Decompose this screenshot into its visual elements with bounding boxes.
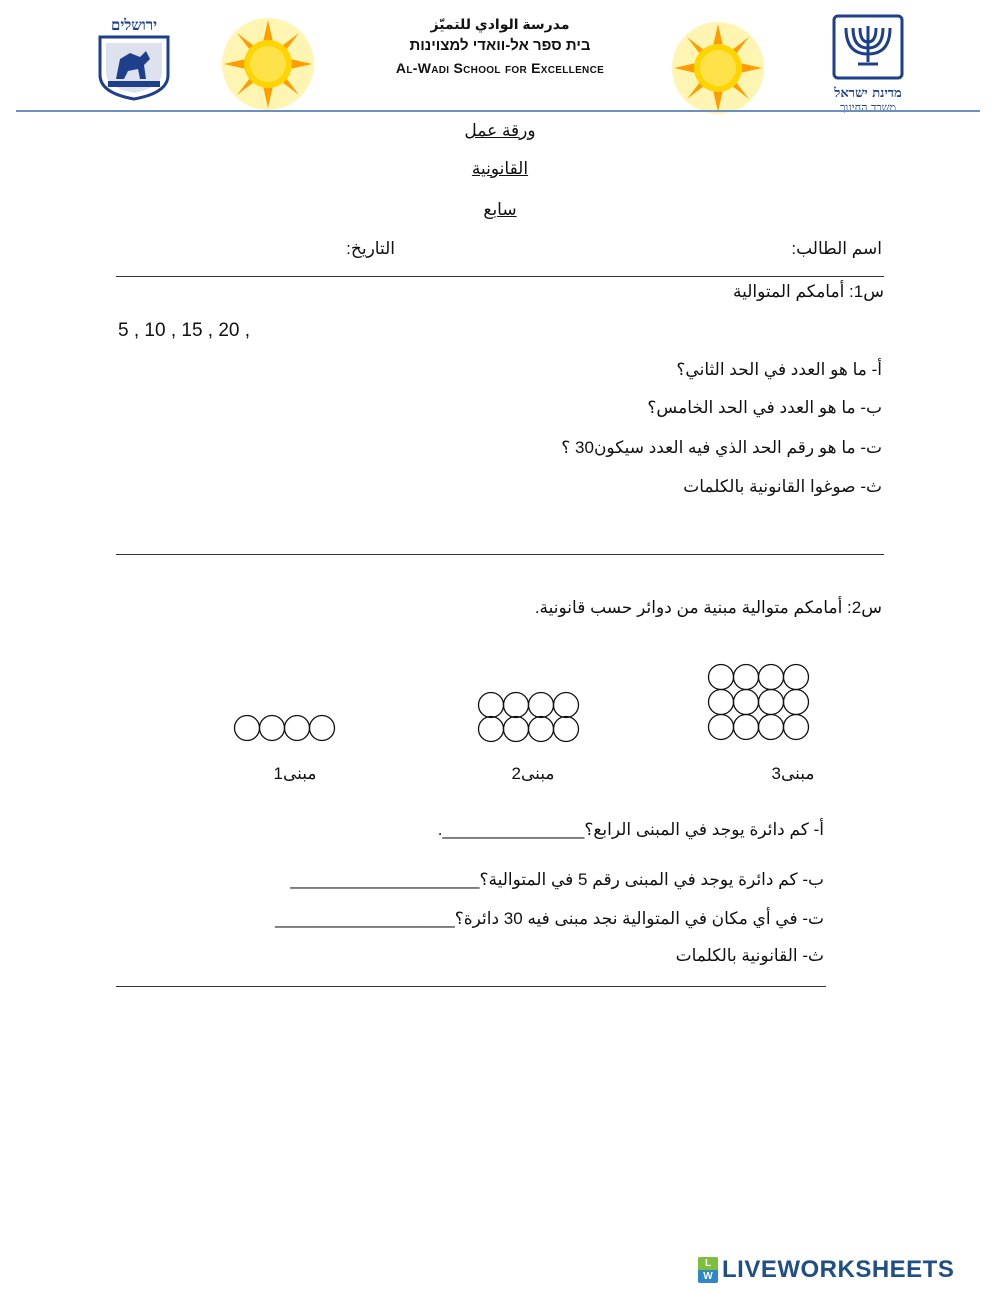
title-grade: سابع xyxy=(483,200,517,219)
q2-item-d: ث- القانونية بالكلمات xyxy=(675,946,824,965)
q2-item-a: أ- كم دائرة يوجد في المبنى الرابع؟_______________. xyxy=(437,820,824,839)
title-worksheet: ورقة عمل xyxy=(464,121,536,140)
title-topic: القانونية xyxy=(471,159,529,178)
q2-item-c: ت- في أي مكان في المتوالية نجد مبنى فيه 30 دائرة؟___________________ xyxy=(275,909,824,928)
q1-divider xyxy=(116,554,884,555)
q2-figure-2 xyxy=(474,688,584,748)
header-divider xyxy=(16,110,980,112)
student-name-label: اسم الطالب: xyxy=(791,239,882,258)
sun-right-icon xyxy=(670,20,766,116)
q2-divider xyxy=(116,986,826,987)
school-name-english: Al-Wadi School for Excellence xyxy=(395,60,605,76)
ministry-line1: מדינת ישראל xyxy=(834,86,902,101)
q2-figure-1 xyxy=(230,708,340,748)
jerusalem-emblem xyxy=(96,16,172,102)
school-name-hebrew: בית ספר אל-וואדי למצוינות xyxy=(409,37,591,54)
q2-figure-1-label: مبنى1 xyxy=(273,764,317,783)
jerusalem-label: ירושלים xyxy=(110,16,158,34)
date-label: التاريخ: xyxy=(346,239,395,258)
q2-heading: س2: أمامكم متوالية مبنية من دوائر حسب قانونية. xyxy=(534,598,882,617)
q1-item-d: ث- صوغوا القانونية بالكلمات xyxy=(683,477,882,496)
brand-name: LIVEWORKSHEETS xyxy=(722,1256,955,1283)
q1-sequence: 5 , 10 , 15 , 20 , xyxy=(118,320,251,341)
q1-item-c: ت- ما هو رقم الحد الذي فيه العدد سيكون30 ؟ xyxy=(561,438,882,457)
q1-item-a: أ- ما هو العدد في الحد الثاني؟ xyxy=(676,360,882,379)
brand-badge-icon xyxy=(698,1257,718,1283)
brand-badge-w: W xyxy=(698,1270,718,1283)
sun-left-icon xyxy=(220,16,316,112)
school-name-arabic: مدرسة الوادي للتميّز xyxy=(430,16,570,32)
info-divider xyxy=(116,276,884,277)
ministry-line2: משרד החינוך xyxy=(839,101,896,114)
brand-badge-l: L xyxy=(698,1257,718,1270)
liveworksheets-logo xyxy=(698,1256,954,1284)
circle-row xyxy=(235,716,335,741)
q2-item-b: ب- كم دائرة يوجد في المبنى رقم 5 في المتوالية؟____________________ xyxy=(290,870,824,889)
q2-figure-3 xyxy=(704,660,814,748)
q1-item-b: ب- ما هو العدد في الحد الخامس؟ xyxy=(647,398,882,417)
q2-figure-2-label: مبنى2 xyxy=(511,764,555,783)
menorah-icon xyxy=(830,14,906,80)
q2-figure-3-label: مبنى3 xyxy=(771,764,815,783)
ministry-emblem xyxy=(818,14,918,114)
q1-heading: س1: أمامكم المتوالية xyxy=(732,282,884,301)
jerusalem-shield-icon xyxy=(96,35,172,101)
school-name-block xyxy=(365,16,635,76)
